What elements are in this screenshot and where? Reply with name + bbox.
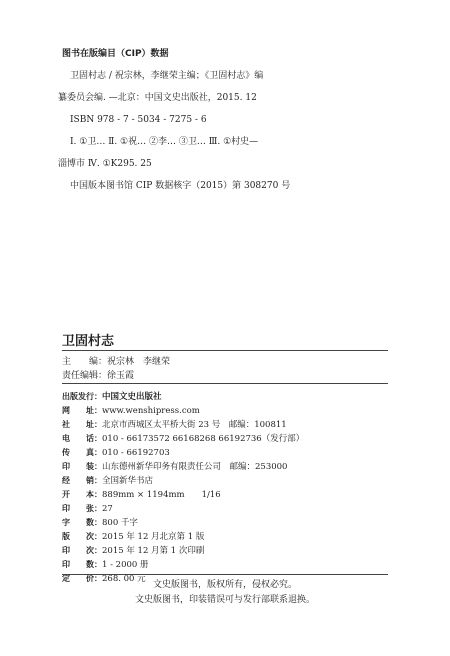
pub-label: 版 次：	[62, 532, 102, 541]
pub-row	[62, 558, 392, 572]
pub-value: 268. 00 元	[102, 574, 146, 584]
pub-value: 北京市西城区太平桥大街 23 号 邮编：100811	[102, 420, 287, 430]
copyright-notice: 文史版图书，版权所有，侵权必究。	[152, 580, 297, 590]
pub-value: 全国新华书店	[102, 476, 154, 486]
pub-label: 网 址：	[62, 406, 102, 415]
pub-row	[62, 432, 392, 446]
pub-label: 开 本：	[62, 490, 102, 499]
pub-row	[62, 502, 392, 516]
pub-label: 印 张：	[62, 504, 102, 513]
pub-row	[62, 474, 392, 488]
pub-row	[62, 404, 392, 418]
pub-row	[62, 460, 392, 474]
pub-value: 中国文史出版社	[102, 392, 162, 402]
pub-label: 经 销：	[62, 476, 102, 485]
divider-rule	[62, 574, 388, 575]
pub-label: 出版发行：	[62, 392, 102, 401]
pub-row	[62, 530, 392, 544]
cip-line-publisher: 纂委员会编. —北京：中国文史出版社，2015. 12	[58, 93, 257, 103]
pub-label: 印 装：	[62, 462, 102, 471]
pub-value: 27	[102, 504, 113, 514]
pub-value: 010 - 66173572 66168268 66192736（发行部）	[102, 434, 305, 444]
pub-value: www.wenshipress.com	[102, 406, 200, 416]
pub-label: 电 话：	[62, 434, 102, 443]
pub-value: 010 - 66192703	[102, 448, 170, 458]
pub-row	[62, 390, 392, 404]
notes-block	[62, 578, 388, 608]
publication-info	[62, 390, 392, 586]
cip-classification: 淄博市 Ⅳ. ①K295. 25	[58, 159, 152, 169]
divider-rule	[62, 350, 388, 351]
chief-editor-row	[62, 356, 170, 368]
pub-label: 印 数：	[62, 560, 102, 569]
pub-label: 字 数：	[62, 518, 102, 527]
returns-notice: 文史版图书，印装错误可与发行部联系退换。	[134, 595, 315, 605]
pub-value: 800 千字	[102, 518, 138, 528]
pub-label: 社 址：	[62, 420, 102, 429]
pub-value: 山东德州新华印务有限责任公司 邮编：253000	[102, 462, 288, 472]
cip-record-number: 中国版本图书馆 CIP 数据核字（2015）第 308270 号	[70, 181, 291, 191]
pub-value: 889mm × 1194mm 1/16	[102, 490, 221, 500]
pub-row	[62, 446, 392, 460]
pub-row	[62, 418, 392, 432]
pub-value: 2015 年 12 月第 1 次印刷	[102, 546, 205, 556]
cip-isbn: ISBN 978 - 7 - 5034 - 7275 - 6	[70, 115, 207, 125]
responsible-editor-label: 责任编辑：	[62, 371, 108, 381]
pub-label: 印 次：	[62, 546, 102, 555]
pub-row	[62, 544, 392, 558]
cip-line-title: 卫固村志 / 祝宗林，李继荣主编；《卫固村志》编	[70, 71, 264, 81]
pub-value: 2015 年 12 月北京第 1 版	[102, 532, 205, 542]
chief-editor-value: 祝宗林 李继荣	[107, 357, 171, 367]
pub-row	[62, 488, 392, 502]
chief-editor-label: 主 编：	[62, 357, 108, 367]
divider-rule	[62, 383, 388, 384]
responsible-editor-row	[62, 370, 170, 382]
responsible-editor-value: 徐玉霞	[107, 371, 135, 381]
pub-label: 传 真：	[62, 448, 102, 457]
pub-value: 1 - 2000 册	[102, 560, 149, 570]
cip-heading: 图书在版编目（CIP）数据	[62, 49, 169, 59]
cip-data-block	[58, 48, 392, 202]
pub-label: 定 价：	[62, 574, 102, 583]
cip-subject-line: Ⅰ. ①卫… Ⅱ. ①祝… ②李… ③卫… Ⅲ. ①村史—	[70, 137, 259, 147]
pub-row	[62, 516, 392, 530]
book-title: 卫固村志	[62, 334, 115, 349]
editors-block	[62, 356, 170, 384]
